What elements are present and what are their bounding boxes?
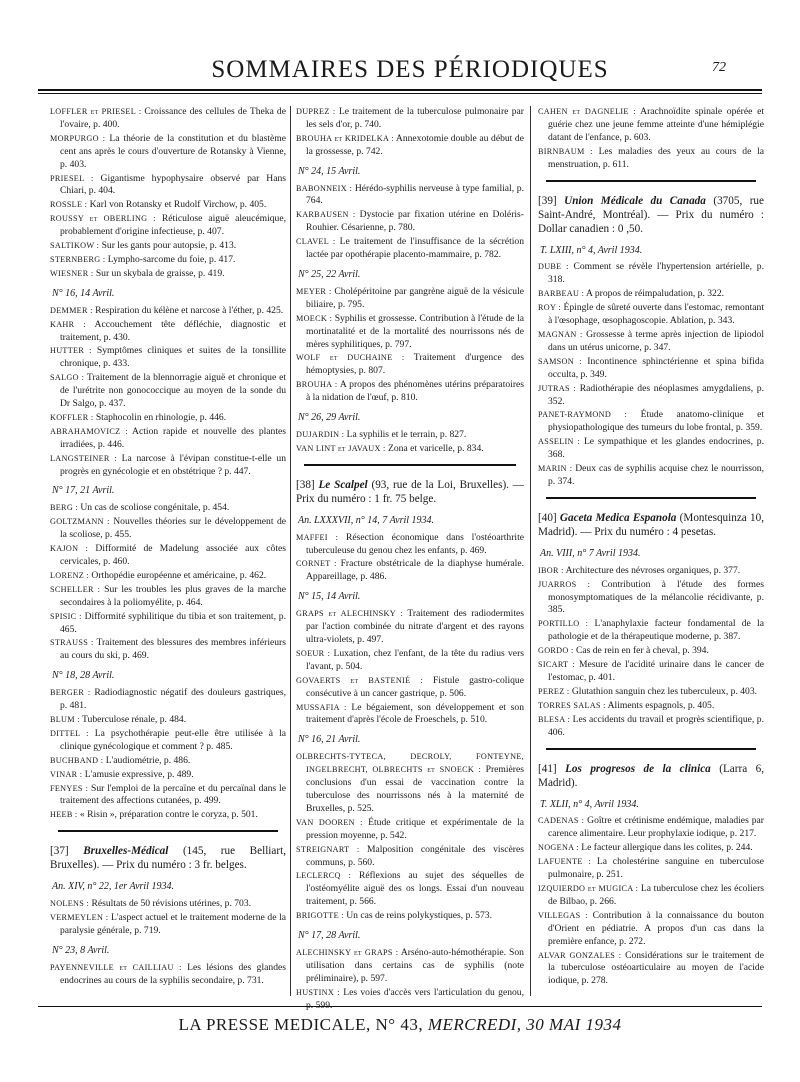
article-entry	[50, 728, 286, 754]
article-entry	[296, 817, 524, 843]
article-title: L'aspect actuel et le traitement moderne de la paralysie générale, p. 719.	[60, 912, 287, 936]
article-title: L'audiométrie, p. 486.	[105, 754, 191, 766]
article-title: Lympho-sarcome du foie, p. 417.	[107, 253, 236, 265]
journal-details: (Montesquinza 10, Madrid). — Prix du numéro : 4 pesetas.	[538, 511, 764, 538]
article-entry	[538, 645, 764, 658]
article-title: Action rapide et nouvelle des plantes irradiées, p. 446.	[60, 425, 286, 450]
article-author: SPISIC :	[50, 611, 82, 621]
article-title: Sur un skybala de graisse, p. 419.	[95, 267, 225, 279]
article-author: HEEB :	[50, 810, 78, 820]
article-author: LANGSTEINER :	[50, 453, 117, 463]
article-title: Difformité syphilitique du tibia et son traitement, p. 465.	[60, 610, 287, 635]
article-title: Annexotomie double au début de la grossesse, p. 742.	[306, 132, 524, 157]
article-author: VILLEGAS :	[538, 910, 588, 920]
article-title: Arséno-auto-hémothérapie. Son utilisation dans certains cas de syphilis (note préliminaire), p. 597.	[306, 946, 524, 984]
article-author: BRIGOTTE :	[296, 911, 344, 921]
issue-heading: N° 17, 21 Avril.	[52, 485, 115, 497]
journal-name: Le Scalpel	[318, 478, 368, 491]
article-title: Sur les troubles les plus graves de la marche secondaires à la poliomyélite, p. 464.	[60, 583, 286, 608]
article-author: BROUHA et KRIDELKA :	[296, 133, 394, 143]
article-entry	[50, 372, 286, 411]
article-title: Fracture obstétricale de la diaphyse humérale. Appareillage, p. 486.	[306, 558, 525, 583]
article-author: IZQUIERDO et MUGICA :	[538, 883, 639, 893]
article-title: La psychothérapie peut-elle être utilisée à la clinique gynécologique et comment ? p. 485.	[60, 727, 286, 752]
section-separator	[546, 180, 756, 182]
article-author: BROUHA :	[296, 380, 338, 390]
article-author: VERMEYLEN :	[50, 913, 109, 923]
column-divider	[290, 106, 291, 996]
column-middle	[296, 106, 524, 1013]
article-title: Croissance des cellules de Theka de l'ovaire, p. 400.	[60, 106, 286, 130]
footer-rule	[38, 1006, 762, 1007]
article-author: OLBRECHTS-TYTECA, DECROLY, FONTEYNE, INGELBRECHT, OLBRECHTS et SNOECK :	[296, 752, 524, 775]
article-author: SICART :	[538, 660, 575, 670]
article-entry	[50, 584, 286, 610]
article-author: LECLERCQ :	[296, 871, 352, 881]
journal-number: [39]	[538, 194, 565, 207]
article-title: Le traitement de l'insuffisance de la sécrétion lactée par opothérapie placento-mammaire, p. 782.	[306, 236, 524, 261]
article-author: ASSELIN :	[538, 437, 581, 447]
article-title: Le traitement de la tuberculose pulmonaire par les sels d'or, p. 740.	[306, 106, 524, 130]
issue-heading: An. VIII, n° 7 Avril 1934.	[540, 547, 641, 559]
article-title: Traitement de la blennorragie aiguë et chronique et de l'urétrite non gonococcique au moyen de la sonde du Dr Salgo, p. 437.	[60, 372, 286, 410]
article-entry	[538, 910, 764, 949]
article-title: Un cas de scoliose congénitale, p. 454.	[80, 502, 230, 514]
article-title: Les maladies des yeux au cours de la menstruation, p. 611.	[548, 145, 764, 170]
page-number: 72	[712, 60, 726, 75]
journal-number: [37]	[50, 845, 84, 858]
article-author: BUCHBAND :	[50, 755, 104, 765]
article-author: LAFUENTE :	[538, 857, 592, 867]
footer-journal: LA PRESSE MEDICALE, N° 43,	[178, 1015, 428, 1034]
journal-heading	[538, 194, 764, 236]
article-entry	[538, 329, 764, 355]
article-author: VINAR :	[50, 769, 83, 779]
article-author: SAMSON :	[538, 356, 582, 366]
article-author: GORDO :	[538, 646, 574, 656]
article-title: Les voies d'accès vers l'articulation du genou, p. 599.	[306, 986, 524, 1011]
article-title: A propos de réimpaludation, p. 322.	[586, 288, 725, 300]
article-entry	[296, 286, 524, 312]
article-entry	[538, 106, 764, 145]
article-entry	[296, 648, 524, 674]
section-separator	[304, 464, 516, 466]
article-author: ROY :	[538, 303, 561, 313]
article-entry	[538, 714, 764, 740]
article-title: Grossesse à terme après injection de lipiodol dans un utérus unicorne, p. 347.	[548, 328, 764, 353]
article-entry	[296, 844, 524, 870]
article-entry	[296, 947, 524, 986]
article-author: MAFFEI :	[296, 532, 339, 542]
article-title: Sur l'emploi de la percaïne et du percaïnal dans le traitement des affections cutanées, p. 499.	[60, 782, 286, 807]
article-author: TORRES SALAS :	[538, 700, 606, 710]
article-title: Les lésions des glandes endocrines au cours de la syphilis secondaire, p. 731.	[60, 961, 286, 986]
article-author: CAHEN et DAGNELIE :	[538, 107, 636, 116]
issue-heading: N° 26, 29 Avril.	[298, 412, 361, 424]
article-title: Tuberculose rénale, p. 484.	[82, 713, 187, 725]
article-title: Symptômes cliniques et suites de la tonsillite chronique, p. 433.	[60, 345, 287, 370]
article-author: BARBEAU :	[538, 289, 585, 299]
article-author: BERGER :	[50, 688, 91, 698]
issue-heading: N° 23, 8 Avril.	[52, 944, 110, 956]
article-entry	[50, 254, 286, 267]
article-title: Cas de rein en fer à cheval, p. 394.	[575, 645, 709, 657]
article-title: L'anaphylaxie facteur fondamental de la pathologie et de la thérapeutique moderne, p. 387.	[548, 618, 764, 643]
article-author: NOGENA :	[538, 843, 579, 853]
article-author: VAN LINT et JAVAUX :	[296, 443, 386, 453]
journal-number: [38]	[296, 478, 319, 491]
article-author: DITTEL :	[50, 728, 89, 738]
journal-heading	[538, 511, 764, 539]
article-entry	[296, 429, 524, 442]
article-author: KARBAUSEN :	[296, 210, 356, 220]
page-footer	[0, 1015, 800, 1035]
article-entry	[50, 769, 286, 782]
article-entry	[50, 426, 286, 452]
article-title: Considérations sur le traitement de la tuberculose ostéoarticulaire au moyen de l'acide iodique, p. 278.	[548, 949, 764, 987]
article-entry	[296, 987, 524, 1013]
article-entry	[50, 345, 286, 371]
article-title: Malposition congénitale des viscères communs, p. 560.	[306, 843, 524, 868]
article-entry	[50, 516, 286, 542]
article-author: ROUSSY et OBERLING :	[50, 214, 156, 224]
article-entry	[50, 106, 286, 132]
article-entry	[538, 579, 764, 618]
article-entry	[538, 356, 764, 382]
article-author: PEREZ :	[538, 686, 570, 696]
article-title: Les accidents du travail et progrès scientifique, p. 406.	[548, 713, 765, 738]
article-author: ABRAHAMOVICZ :	[50, 426, 128, 436]
issue-heading: An. XIV, n° 22, 1er Avril 1934.	[52, 881, 174, 893]
journal-name: Union Médicale du Canada	[564, 194, 706, 207]
article-entry	[296, 183, 524, 209]
article-title: Arachnoïdite spinale opérée et guérie chez une jeune femme atteinte d'une hémiplégie datant de l'enfance, p. 603.	[548, 106, 764, 143]
article-author: HUTTER :	[50, 346, 92, 356]
article-author: STRAUSS :	[50, 638, 94, 648]
article-author: PRIESEL :	[50, 173, 94, 183]
article-author: BLESA :	[538, 714, 571, 724]
footer-date: MERCREDI, 30 MAI 1934	[427, 1015, 622, 1034]
article-title: Accouchement tête défléchie, diagnostic et traitement, p. 430.	[60, 318, 287, 343]
article-author: MORPURGO :	[50, 133, 106, 143]
issue-heading: N° 16, 21 Avril.	[298, 734, 361, 746]
article-title: Orthopédie européenne et américaine, p. 462.	[91, 569, 267, 581]
issue-heading: N° 17, 28 Avril.	[298, 930, 361, 942]
journal-heading	[296, 478, 524, 506]
journal-name: Los progresos de la clinica	[565, 762, 711, 775]
article-entry	[296, 133, 524, 159]
article-title: Syphilis et grossesse. Contribution à l'étude de la mortinatalité et de la mortalité des nourrissons nés de mères syphilitiques, p. 797.	[306, 312, 524, 350]
article-title: Le facteur allergique dans les colites, p. 244.	[581, 842, 753, 854]
article-entry	[50, 687, 286, 713]
article-entry	[538, 436, 764, 462]
article-title: Gigantisme hypophysaire observé par Hans Chiari, p. 404.	[60, 172, 286, 197]
article-entry	[538, 261, 764, 287]
article-author: SALGO :	[50, 373, 85, 383]
article-title: Premières conclusions d'un essai de vaccination contre la tuberculose des nourrissons nés à la maternité de Bruxelles, p. 525.	[306, 764, 524, 814]
issue-heading: An. LXXXVII, n° 14, 7 Avril 1934.	[298, 514, 435, 526]
article-author: LORENZ :	[50, 570, 90, 580]
article-entry	[538, 618, 764, 644]
article-title: Traitement des radiodermites par l'action combinée du nitrate d'argent et des rayons ultra-violets, p. 497.	[306, 608, 524, 645]
article-title: Cholépéritoine par gangrène aiguë de la vésicule biliaire, p. 795.	[306, 285, 525, 310]
article-title: La tuberculose chez les écoliers de Bilbao, p. 266.	[548, 882, 764, 907]
article-title: Glutathion sanguin chez les tuberculeux, p. 403.	[571, 685, 758, 697]
article-author: PORTILLO :	[538, 619, 589, 629]
journal-details: (145, rue Belliart, Bruxelles). — Prix du numéro : 3 fr. belges.	[50, 845, 287, 872]
article-entry	[50, 213, 286, 239]
article-author: PANET-RAYMOND :	[538, 410, 628, 420]
article-entry	[50, 611, 286, 637]
article-entry	[50, 912, 286, 938]
article-title: Luxation, chez l'enfant, de la tête du radius vers l'avant, p. 504.	[306, 647, 524, 672]
article-entry	[50, 173, 286, 199]
article-entry	[50, 240, 286, 253]
article-title: Radiothérapie des néoplasmes amygdaliens, p. 352.	[548, 382, 764, 407]
article-author: KAJON :	[50, 544, 89, 554]
article-entry	[50, 453, 286, 479]
article-entry	[50, 809, 286, 822]
header-rule-thin	[38, 93, 762, 94]
journal-details: (3705, rue Saint-André, Montréal). — Prix du numéro : Dollar canadien : 0 ,50.	[538, 194, 764, 235]
article-author: LOFFLER et PRIESEL :	[50, 107, 142, 116]
article-entry	[296, 313, 524, 352]
article-entry	[296, 910, 524, 923]
issue-heading: T. XLII, n° 4, Avril 1934.	[540, 798, 639, 810]
article-title: Difformité de Madelung associée aux côtes cervicales, p. 460.	[60, 543, 287, 567]
column-right	[538, 106, 764, 989]
article-title: Deux cas de syphilis acquise chez le nourrisson, p. 374.	[548, 463, 764, 487]
article-entry	[296, 751, 524, 816]
article-entry	[50, 898, 286, 911]
article-author: CLAVEL :	[296, 237, 336, 247]
article-title: A propos des phénomènes utérins préparatoires à la nidation de l'œuf, p. 810.	[306, 379, 525, 404]
article-entry	[50, 637, 286, 663]
article-entry	[50, 199, 286, 212]
article-title: L'amusie expressive, p. 489.	[84, 768, 194, 780]
article-entry	[296, 870, 524, 909]
issue-heading: N° 25, 22 Avril.	[298, 268, 361, 280]
article-entry	[538, 302, 764, 328]
article-author: PAYENNEVILLE et CAILLIAU :	[50, 962, 182, 972]
article-author: DUPREZ :	[296, 107, 336, 116]
article-author: ALVAR GONZALES :	[538, 950, 622, 960]
article-title: Traitement des blessures des membres inférieurs au cours du ski, p. 469.	[60, 637, 286, 662]
article-author: WOLF et DUCHAINE :	[296, 353, 405, 363]
article-entry	[50, 962, 286, 988]
article-author: SALTIKOW :	[50, 241, 100, 251]
article-entry	[538, 288, 764, 301]
article-title: La syphilis et le terrain, p. 827.	[346, 428, 467, 440]
article-entry	[296, 352, 524, 378]
article-entry	[296, 608, 524, 647]
column-left	[50, 106, 286, 989]
article-title: Comment se révèle l'hypertension artérielle, p. 318.	[548, 261, 764, 286]
article-title: Épingle de sûreté ouverte dans l'estomac, remontant à l'œsophage, œsophagoscopie. Ablation, p. 343.	[548, 302, 764, 327]
article-title: Contribution à l'étude des formes monosymptomatiques de la mélancolie récidivante, p. 385.	[548, 578, 764, 616]
article-author: GOLTZMANN :	[50, 517, 110, 527]
article-entry	[538, 700, 764, 713]
article-author: CORNET :	[296, 559, 337, 569]
article-title: Staphocolin en rhinologie, p. 446.	[95, 411, 227, 423]
article-entry	[538, 463, 764, 489]
article-author: VAN DOOREN :	[296, 817, 363, 827]
article-entry	[296, 443, 524, 456]
article-title: Résultats de 50 révisions utérines, p. 703.	[91, 898, 252, 910]
article-title: Nouvelles théories sur le développement de la scoliose, p. 455.	[60, 516, 287, 541]
journal-details: (Larra 6, Madrid).	[538, 762, 764, 789]
issue-heading: N° 15, 14 Avril.	[298, 591, 361, 603]
article-title: Réflexions au sujet des séquelles de l'ostéomyélite aiguë des os longs. Essai d'un nouveau traitement, p. 566.	[306, 870, 524, 908]
journal-details: (93, rue de la Loi, Bruxelles). — Prix du numéro : 1 fr. 75 belge.	[296, 478, 524, 505]
journal-number: [41]	[538, 762, 566, 775]
article-entry	[538, 686, 764, 699]
article-entry	[538, 856, 764, 882]
article-author: ALECHINSKY et GRAPS :	[296, 947, 399, 957]
article-entry	[538, 146, 764, 172]
article-title: Respiration du kélène et narcose à l'éther, p. 425.	[95, 304, 284, 316]
section-separator	[58, 830, 278, 832]
article-author: CADENAS :	[538, 816, 585, 826]
article-entry	[50, 755, 286, 768]
article-title: Architecture des névroses organiques, p. 377.	[565, 564, 741, 576]
issue-heading: N° 18, 28 Avril.	[52, 670, 115, 682]
article-title: Zona et varicelle, p. 834.	[388, 442, 484, 454]
issue-heading: N° 24, 15 Avril.	[298, 165, 361, 177]
article-author: ROSSLE :	[50, 200, 88, 210]
article-title: Un cas de reins polykystiques, p. 573.	[346, 910, 492, 922]
article-author: FENYES :	[50, 783, 89, 793]
article-title: Mesure de l'acidité urinaire dans le cancer de l'estomac, p. 401.	[548, 659, 764, 683]
article-author: GOVAERTS et BASTENIÉ :	[296, 675, 423, 685]
article-author: MAGNAN :	[538, 329, 583, 339]
article-title: Le sympathique et les glandes endocrines, p. 368.	[548, 436, 765, 461]
article-author: JUARROS :	[538, 579, 591, 589]
article-title: Traitement d'urgence des hémoptysies, p. 807.	[306, 352, 525, 377]
article-author: MEYER :	[296, 286, 332, 296]
article-entry	[296, 702, 524, 728]
article-entry	[50, 714, 286, 727]
article-title: Le bégaiement, son développement et son traitement d'après l'école de Froeschels, p. 510.	[306, 701, 524, 726]
article-author: DUBE :	[538, 262, 569, 272]
article-author: KAHR :	[50, 319, 86, 329]
article-entry	[296, 379, 524, 405]
article-entry	[296, 532, 524, 558]
article-author: HUSTINX :	[296, 987, 340, 997]
article-author: JUTRAS :	[538, 383, 577, 393]
article-title: Goître et crétinisme endémique, maladies par carence alimentaire. Leur prophylaxie iodique, p. 217.	[548, 815, 764, 840]
article-author: DUJARDIN :	[296, 429, 345, 439]
journal-heading	[538, 762, 764, 790]
article-title: La théorie de la constitution et du blastème cent ans après le cours d'ouverture de Rotansky à Vienne, p. 403.	[60, 132, 286, 170]
article-entry	[50, 305, 286, 318]
article-entry	[50, 570, 286, 583]
article-title: Dystocie par fixation utérine en Doléris-Rouhier. Césarienne, p. 780.	[306, 209, 524, 234]
journal-name: Bruxelles-Médical	[83, 845, 169, 858]
article-entry	[296, 558, 524, 584]
article-author: MOECK :	[296, 313, 333, 323]
article-entry	[538, 659, 764, 685]
article-author: BLUM :	[50, 714, 80, 724]
article-author: IBOR :	[538, 565, 564, 575]
article-title: Résection économique dans l'ostéoarthrite tuberculeuse du genou chez les enfants, p. 469.	[306, 531, 525, 556]
article-title: Étude anatomo-clinique et physiopathologique des tumeurs du lobe frontal, p. 359.	[548, 409, 764, 434]
article-entry	[538, 409, 764, 435]
article-entry	[296, 209, 524, 235]
article-title: Radiodiagnostic négatif des douleurs gastriques, p. 481.	[60, 687, 286, 712]
article-entry	[50, 412, 286, 425]
article-author: BIRNBAUM :	[538, 146, 593, 156]
article-title: Sur les gants pour autopsie, p. 413.	[101, 240, 237, 252]
article-entry	[50, 319, 286, 345]
article-entry	[538, 842, 764, 855]
article-title: La cholestérine sanguine en tuberculose pulmonaire, p. 251.	[548, 856, 764, 881]
journal-number: [40]	[538, 511, 560, 524]
page-title: SOMMAIRES DES PÉRIODIQUES	[211, 56, 609, 83]
article-entry	[50, 133, 286, 172]
article-title: « Risin », préparation contre le coryza, p. 501.	[79, 809, 258, 821]
article-title: La narcose à l'évipan constitue-t-elle un progrès en gynécologie et en obstétrique ? p. 447.	[60, 452, 286, 477]
article-author: MUSSAFIA :	[296, 702, 347, 712]
article-title: Contribution à la connaissance du bouton d'Orient en pédiatrie. A propos d'un cas dans la première enfance, p. 272.	[548, 909, 764, 947]
section-separator	[546, 748, 756, 750]
article-author: BERG :	[50, 503, 78, 513]
page-header	[80, 56, 740, 86]
article-entry	[538, 383, 764, 409]
section-separator	[546, 497, 756, 499]
column-divider	[530, 106, 531, 996]
article-title: Étude critique et expérimentale de la pression moyenne, p. 542.	[306, 816, 524, 841]
article-author: GRAPS et ALECHINSKY :	[296, 609, 403, 619]
article-title: Karl von Rotansky et Rudolf Virchow, p. 405.	[89, 199, 267, 211]
article-author: SCHELLER :	[50, 584, 101, 594]
article-entry	[50, 783, 286, 809]
article-title: Hérédo-syphilis nerveuse à type familial, p. 764.	[306, 182, 524, 207]
article-author: BABONNEIX :	[296, 183, 353, 193]
journal-heading	[50, 844, 286, 872]
article-author: KOFFLER :	[50, 412, 94, 422]
article-author: DEMMER :	[50, 305, 93, 315]
article-entry	[538, 950, 764, 989]
journal-name: Gaceta Medica Espanola	[559, 511, 677, 524]
article-title: Réticulose aiguë aleucémique, probablement d'origine infectieuse, p. 407.	[60, 213, 286, 238]
article-author: SOEUR :	[296, 648, 331, 658]
issue-heading: T. LXIII, n° 4, Avril 1934.	[540, 244, 643, 256]
article-entry	[296, 106, 524, 132]
article-entry	[538, 565, 764, 578]
header-rule	[38, 89, 762, 91]
article-author: STERNBERG :	[50, 254, 106, 264]
article-entry	[296, 236, 524, 262]
article-author: STREIGNART :	[296, 844, 360, 854]
article-entry	[50, 502, 286, 515]
article-entry	[296, 675, 524, 701]
article-title: Fistule gastro-colique consécutive à un cancer gastrique, p. 506.	[306, 674, 524, 699]
article-entry	[50, 543, 286, 569]
article-author: NOLENS :	[50, 899, 90, 909]
article-entry	[538, 883, 764, 909]
article-title: Aliments espagnols, p. 405.	[607, 699, 715, 711]
issue-heading: N° 16, 14 Avril.	[52, 287, 115, 299]
article-title: Incontinence sphinctérienne et spina bifida occulta, p. 349.	[548, 355, 764, 380]
article-entry	[538, 815, 764, 841]
article-author: MARIN :	[538, 464, 573, 474]
article-entry	[50, 268, 286, 281]
article-author: WIESNER :	[50, 268, 94, 278]
